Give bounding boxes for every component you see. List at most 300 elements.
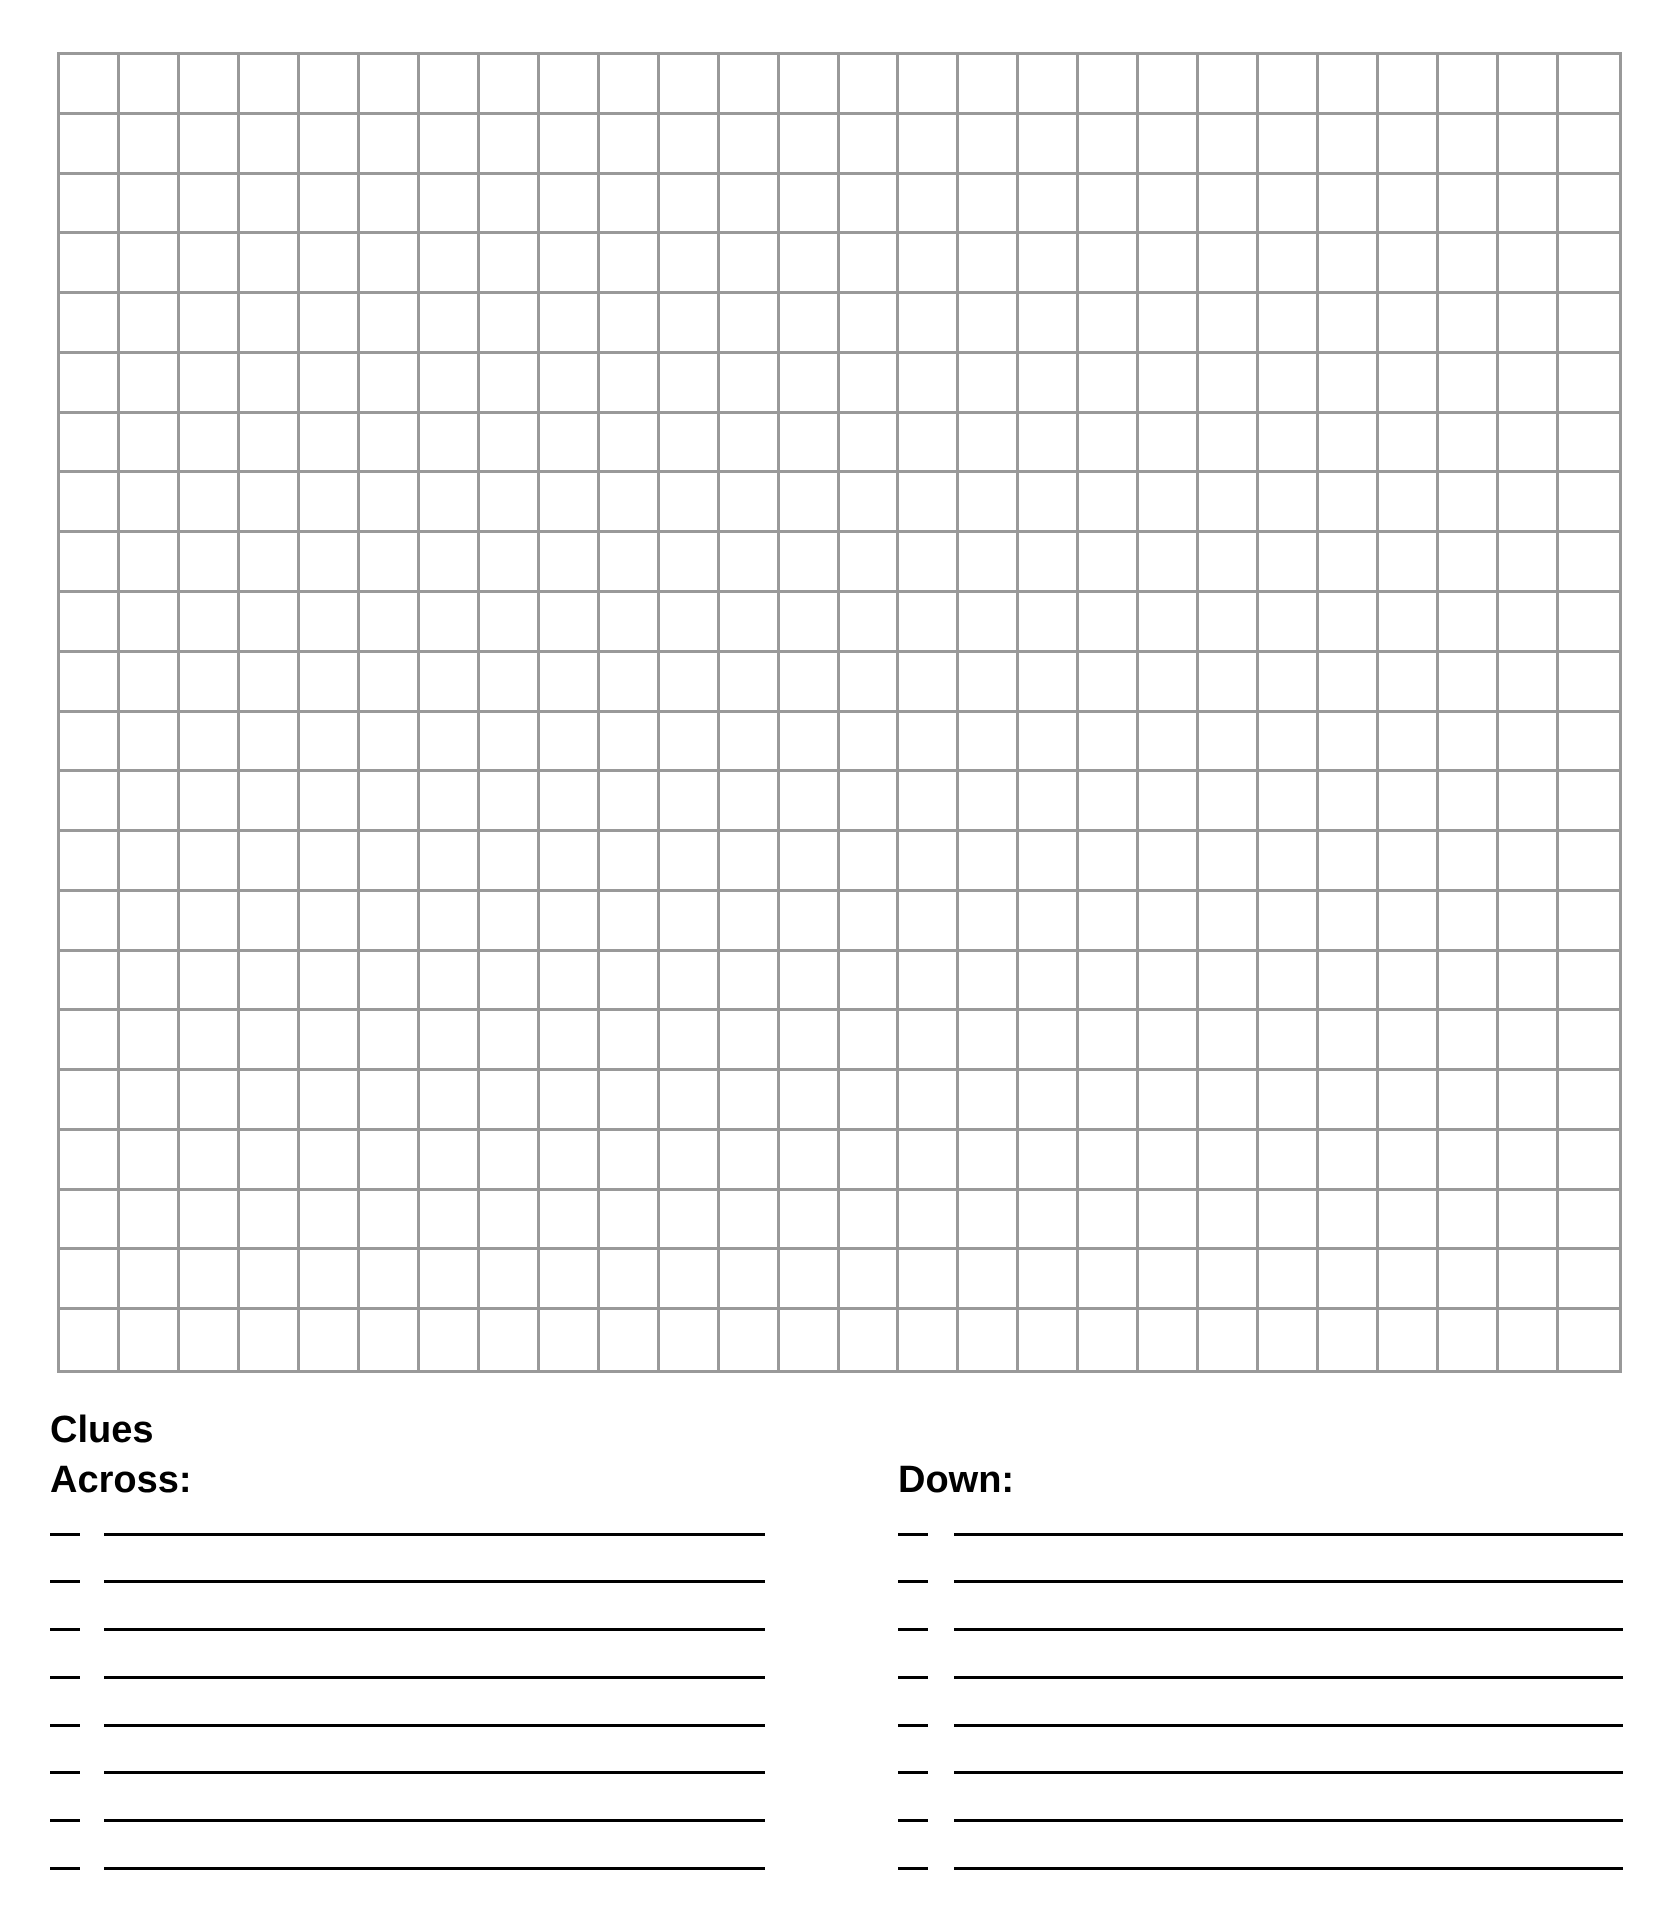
grid-cell <box>1499 713 1559 773</box>
grid-cell <box>180 1131 240 1191</box>
grid-cell <box>480 533 540 593</box>
grid-cell <box>660 354 720 414</box>
grid-cell <box>959 1071 1019 1131</box>
grid-cell <box>840 1310 900 1370</box>
grid-cell <box>120 772 180 832</box>
grid-cell <box>1259 772 1319 832</box>
grid-cell <box>180 892 240 952</box>
grid-cell <box>1199 1250 1259 1310</box>
grid-cell <box>1199 175 1259 235</box>
grid-cell <box>120 234 180 294</box>
grid-cell <box>1439 55 1499 115</box>
grid-cell <box>1319 1250 1379 1310</box>
grid-cell <box>1019 55 1079 115</box>
grid-cell <box>720 713 780 773</box>
grid-cell <box>1499 593 1559 653</box>
clue-row <box>50 1822 765 1870</box>
grid-cell <box>180 55 240 115</box>
grid-cell <box>899 1191 959 1251</box>
grid-cell <box>540 772 600 832</box>
grid-cell <box>60 1250 120 1310</box>
grid-cell <box>1019 1011 1079 1071</box>
grid-cell <box>1259 1131 1319 1191</box>
grid-cell <box>1499 1250 1559 1310</box>
grid-cell <box>420 892 480 952</box>
clue-text-blank <box>954 1771 1623 1774</box>
clue-text-blank <box>104 1628 765 1631</box>
clue-text-blank <box>104 1867 765 1870</box>
grid-cell <box>1079 473 1139 533</box>
grid-cell <box>1199 473 1259 533</box>
grid-cell <box>1499 55 1559 115</box>
grid-cell <box>360 593 420 653</box>
clue-row <box>898 1583 1623 1631</box>
clue-number-blank <box>898 1580 928 1583</box>
grid-cell <box>1139 653 1199 713</box>
grid-cell <box>1499 832 1559 892</box>
grid-cell <box>420 1191 480 1251</box>
grid-cell <box>1439 1071 1499 1131</box>
grid-cell <box>480 772 540 832</box>
clue-text-blank <box>104 1533 765 1536</box>
grid-cell <box>720 593 780 653</box>
clue-row <box>50 1583 765 1631</box>
grid-cell <box>540 593 600 653</box>
clue-text-blank <box>954 1867 1623 1870</box>
grid-cell <box>1019 1071 1079 1131</box>
grid-cell <box>1319 473 1379 533</box>
grid-cell <box>1559 175 1619 235</box>
grid-cell <box>1199 593 1259 653</box>
grid-cell <box>1139 294 1199 354</box>
grid-cell <box>120 892 180 952</box>
grid-cell <box>959 234 1019 294</box>
clue-row <box>50 1679 765 1727</box>
grid-cell <box>840 533 900 593</box>
grid-cell <box>480 294 540 354</box>
grid-cell <box>600 1131 660 1191</box>
grid-cell <box>1079 713 1139 773</box>
grid-cell <box>540 115 600 175</box>
grid-cell <box>1259 1250 1319 1310</box>
grid-cell <box>840 713 900 773</box>
grid-cell <box>360 294 420 354</box>
grid-cell <box>1499 234 1559 294</box>
grid-cell <box>60 175 120 235</box>
grid-cell <box>1019 414 1079 474</box>
grid-cell <box>300 1250 360 1310</box>
grid-cell <box>780 473 840 533</box>
grid-cell <box>480 115 540 175</box>
grid-cell <box>300 234 360 294</box>
grid-cell <box>1259 294 1319 354</box>
grid-cell <box>1139 1191 1199 1251</box>
grid-cell <box>959 1250 1019 1310</box>
grid-cell <box>780 1011 840 1071</box>
grid-cell <box>1319 713 1379 773</box>
grid-cell <box>780 952 840 1012</box>
grid-cell <box>1439 115 1499 175</box>
grid-cell <box>1499 653 1559 713</box>
clue-number-blank <box>50 1819 80 1822</box>
clue-number-blank <box>898 1771 928 1774</box>
grid-cell <box>1559 533 1619 593</box>
grid-cell <box>600 1071 660 1131</box>
grid-cell <box>300 1191 360 1251</box>
grid-cell <box>660 1071 720 1131</box>
grid-cell <box>1319 1011 1379 1071</box>
grid-cell <box>120 115 180 175</box>
grid-cell <box>780 294 840 354</box>
grid-cell <box>1259 473 1319 533</box>
grid-cell <box>840 55 900 115</box>
grid-cell <box>780 354 840 414</box>
grid-cell <box>959 533 1019 593</box>
grid-cell <box>540 713 600 773</box>
grid-cell <box>899 115 959 175</box>
grid-cell <box>180 772 240 832</box>
grid-cell <box>840 115 900 175</box>
grid-cell <box>660 1191 720 1251</box>
grid-cell <box>1199 713 1259 773</box>
grid-cell <box>780 772 840 832</box>
grid-cell <box>360 533 420 593</box>
grid-cell <box>120 952 180 1012</box>
grid-cell <box>1139 473 1199 533</box>
grid-cell <box>1319 55 1379 115</box>
clue-text-blank <box>954 1580 1623 1583</box>
grid-cell <box>1379 1071 1439 1131</box>
grid-cell <box>1199 653 1259 713</box>
grid-cell <box>360 1250 420 1310</box>
across-label: Across: <box>50 1459 192 1501</box>
grid-cell <box>120 1191 180 1251</box>
grid-cell <box>1559 234 1619 294</box>
grid-cell <box>1259 175 1319 235</box>
grid-cell <box>1019 115 1079 175</box>
clue-text-blank <box>954 1533 1623 1536</box>
grid-cell <box>1139 414 1199 474</box>
grid-cell <box>959 1191 1019 1251</box>
grid-cell <box>780 653 840 713</box>
grid-cell <box>959 1011 1019 1071</box>
grid-cell <box>60 234 120 294</box>
grid-cell <box>1379 533 1439 593</box>
grid-cell <box>480 892 540 952</box>
grid-cell <box>1259 55 1319 115</box>
grid-cell <box>1319 533 1379 593</box>
grid-cell <box>660 653 720 713</box>
grid-cell <box>300 832 360 892</box>
grid-cell <box>660 892 720 952</box>
grid-cell <box>720 1310 780 1370</box>
grid-cell <box>1379 1310 1439 1370</box>
grid-cell <box>300 473 360 533</box>
grid-cell <box>1079 1011 1139 1071</box>
grid-cell <box>660 1011 720 1071</box>
grid-cell <box>1079 55 1139 115</box>
grid-cell <box>1319 772 1379 832</box>
grid-cell <box>1319 832 1379 892</box>
grid-cell <box>180 294 240 354</box>
grid-cell <box>660 473 720 533</box>
grid-cell <box>1379 772 1439 832</box>
grid-cell <box>1439 234 1499 294</box>
grid-cell <box>1019 1310 1079 1370</box>
grid-cell <box>899 294 959 354</box>
grid-cell <box>1379 414 1439 474</box>
grid-cell <box>1319 414 1379 474</box>
grid-cell <box>420 1250 480 1310</box>
grid-cell <box>1079 892 1139 952</box>
grid-cell <box>1379 354 1439 414</box>
grid-cell <box>1199 294 1259 354</box>
grid-cell <box>1559 713 1619 773</box>
grid-cell <box>1079 1191 1139 1251</box>
grid-cell <box>600 1310 660 1370</box>
grid-cell <box>1079 1131 1139 1191</box>
grid-cell <box>720 473 780 533</box>
grid-cell <box>1439 832 1499 892</box>
grid-cell <box>480 1071 540 1131</box>
grid-cell <box>1019 533 1079 593</box>
grid-cell <box>1439 533 1499 593</box>
grid-cell <box>360 115 420 175</box>
grid-cell <box>300 593 360 653</box>
clue-row <box>898 1631 1623 1679</box>
grid-cell <box>540 414 600 474</box>
grid-cell <box>420 772 480 832</box>
grid-cell <box>720 1131 780 1191</box>
grid-cell <box>360 892 420 952</box>
grid-cell <box>1079 772 1139 832</box>
grid-cell <box>240 772 300 832</box>
grid-cell <box>1559 1131 1619 1191</box>
grid-cell <box>480 234 540 294</box>
grid-cell <box>1139 1310 1199 1370</box>
grid-cell <box>480 952 540 1012</box>
grid-cell <box>1139 175 1199 235</box>
grid-cell <box>600 952 660 1012</box>
grid-cell <box>1319 354 1379 414</box>
grid-cell <box>480 55 540 115</box>
grid-cell <box>1259 115 1319 175</box>
grid-cell <box>1319 1191 1379 1251</box>
grid-cell <box>840 772 900 832</box>
grid-cell <box>60 713 120 773</box>
grid-cell <box>420 1011 480 1071</box>
grid-cell <box>420 1071 480 1131</box>
grid-cell <box>1199 55 1259 115</box>
grid-cell <box>959 294 1019 354</box>
grid-cell <box>660 533 720 593</box>
grid-cell <box>1259 593 1319 653</box>
grid-cell <box>840 1191 900 1251</box>
grid-cell <box>540 1071 600 1131</box>
clues-heading: Clues <box>50 1409 154 1451</box>
grid-cell <box>360 175 420 235</box>
grid-cell <box>780 593 840 653</box>
grid-cell <box>120 414 180 474</box>
grid-cell <box>660 772 720 832</box>
grid-cell <box>180 533 240 593</box>
grid-cell <box>840 473 900 533</box>
clue-number-blank <box>50 1676 80 1679</box>
grid-cell <box>720 414 780 474</box>
grid-cell <box>60 473 120 533</box>
grid-cell <box>1319 1310 1379 1370</box>
grid-cell <box>300 1131 360 1191</box>
grid-cell <box>600 234 660 294</box>
grid-cell <box>240 653 300 713</box>
grid-cell <box>360 473 420 533</box>
grid-cell <box>1079 1071 1139 1131</box>
grid-cell <box>480 473 540 533</box>
grid-cell <box>1019 175 1079 235</box>
grid-cell <box>959 1310 1019 1370</box>
grid-cell <box>959 1131 1019 1191</box>
grid-cell <box>60 1071 120 1131</box>
grid-cell <box>840 593 900 653</box>
grid-cell <box>1439 952 1499 1012</box>
grid-cell <box>660 115 720 175</box>
grid-cell <box>240 294 300 354</box>
grid-cell <box>1139 713 1199 773</box>
grid-cell <box>1319 653 1379 713</box>
grid-cell <box>600 653 660 713</box>
grid-cell <box>720 1250 780 1310</box>
grid-cell <box>1079 115 1139 175</box>
grid-cell <box>120 55 180 115</box>
grid-cell <box>1559 1310 1619 1370</box>
grid-cell <box>180 234 240 294</box>
grid-cell <box>240 1011 300 1071</box>
grid-cell <box>720 772 780 832</box>
grid-cell <box>720 1191 780 1251</box>
grid-cell <box>1379 952 1439 1012</box>
clue-text-blank <box>104 1771 765 1774</box>
grid-cell <box>1439 294 1499 354</box>
grid-cell <box>120 1071 180 1131</box>
grid-cell <box>840 1250 900 1310</box>
grid-cell <box>1439 1011 1499 1071</box>
grid-cell <box>180 1191 240 1251</box>
grid-cell <box>1559 653 1619 713</box>
grid-cell <box>60 414 120 474</box>
grid-cell <box>1259 354 1319 414</box>
grid-cell <box>720 533 780 593</box>
grid-cell <box>1439 593 1499 653</box>
grid-cell <box>959 414 1019 474</box>
grid-cell <box>180 713 240 773</box>
grid-cell <box>480 175 540 235</box>
clue-row <box>50 1488 765 1536</box>
grid-cell <box>600 294 660 354</box>
down-label: Down: <box>898 1459 1015 1501</box>
grid-cell <box>899 55 959 115</box>
grid-cell <box>1499 1071 1559 1131</box>
grid-cell <box>1139 832 1199 892</box>
grid-cell <box>660 832 720 892</box>
grid-cell <box>1499 772 1559 832</box>
grid-cell <box>959 354 1019 414</box>
clue-text-blank <box>954 1819 1623 1822</box>
grid-cell <box>540 1191 600 1251</box>
grid-cell <box>840 952 900 1012</box>
grid-cell <box>1019 294 1079 354</box>
grid-cell <box>780 1250 840 1310</box>
grid-cell <box>1139 892 1199 952</box>
grid-cell <box>540 892 600 952</box>
grid-cell <box>899 653 959 713</box>
grid-cell <box>780 175 840 235</box>
grid-cell <box>660 175 720 235</box>
grid-cell <box>1199 414 1259 474</box>
grid-cell <box>899 1310 959 1370</box>
grid-cell <box>300 533 360 593</box>
grid-cell <box>720 952 780 1012</box>
grid-cell <box>780 892 840 952</box>
grid-cell <box>600 772 660 832</box>
grid-cell <box>660 55 720 115</box>
grid-cell <box>1559 593 1619 653</box>
grid-cell <box>1259 892 1319 952</box>
grid-cell <box>1139 354 1199 414</box>
grid-cell <box>899 952 959 1012</box>
grid-cell <box>360 1131 420 1191</box>
grid-cell <box>1139 593 1199 653</box>
grid-cell <box>1379 713 1439 773</box>
grid-cell <box>1079 533 1139 593</box>
grid-cell <box>1019 1250 1079 1310</box>
grid-cell <box>540 1250 600 1310</box>
grid-cell <box>1259 234 1319 294</box>
grid-cell <box>300 115 360 175</box>
grid-cell <box>1379 115 1439 175</box>
grid-cell <box>540 1011 600 1071</box>
grid-cell <box>660 1131 720 1191</box>
grid-cell <box>1379 653 1439 713</box>
grid-cell <box>1199 115 1259 175</box>
clue-text-blank <box>954 1676 1623 1679</box>
grid-cell <box>1259 653 1319 713</box>
grid-cell <box>1439 1310 1499 1370</box>
grid-cell <box>540 294 600 354</box>
grid-cell <box>300 354 360 414</box>
grid-cell <box>840 653 900 713</box>
grid-cell <box>540 1310 600 1370</box>
grid-cell <box>540 533 600 593</box>
grid-cell <box>1019 952 1079 1012</box>
grid-cell <box>240 1131 300 1191</box>
clue-text-blank <box>104 1819 765 1822</box>
grid-cell <box>1079 294 1139 354</box>
grid-cell <box>360 1071 420 1131</box>
grid-cell <box>1019 832 1079 892</box>
grid-cell <box>1139 772 1199 832</box>
grid-cell <box>1559 1011 1619 1071</box>
grid-cell <box>660 593 720 653</box>
grid-cell <box>840 234 900 294</box>
grid-cell <box>60 1131 120 1191</box>
grid-cell <box>780 1310 840 1370</box>
grid-cell <box>1319 593 1379 653</box>
grid-cell <box>180 473 240 533</box>
grid-cell <box>840 175 900 235</box>
grid-cell <box>840 832 900 892</box>
clue-row <box>898 1822 1623 1870</box>
grid-cell <box>600 832 660 892</box>
